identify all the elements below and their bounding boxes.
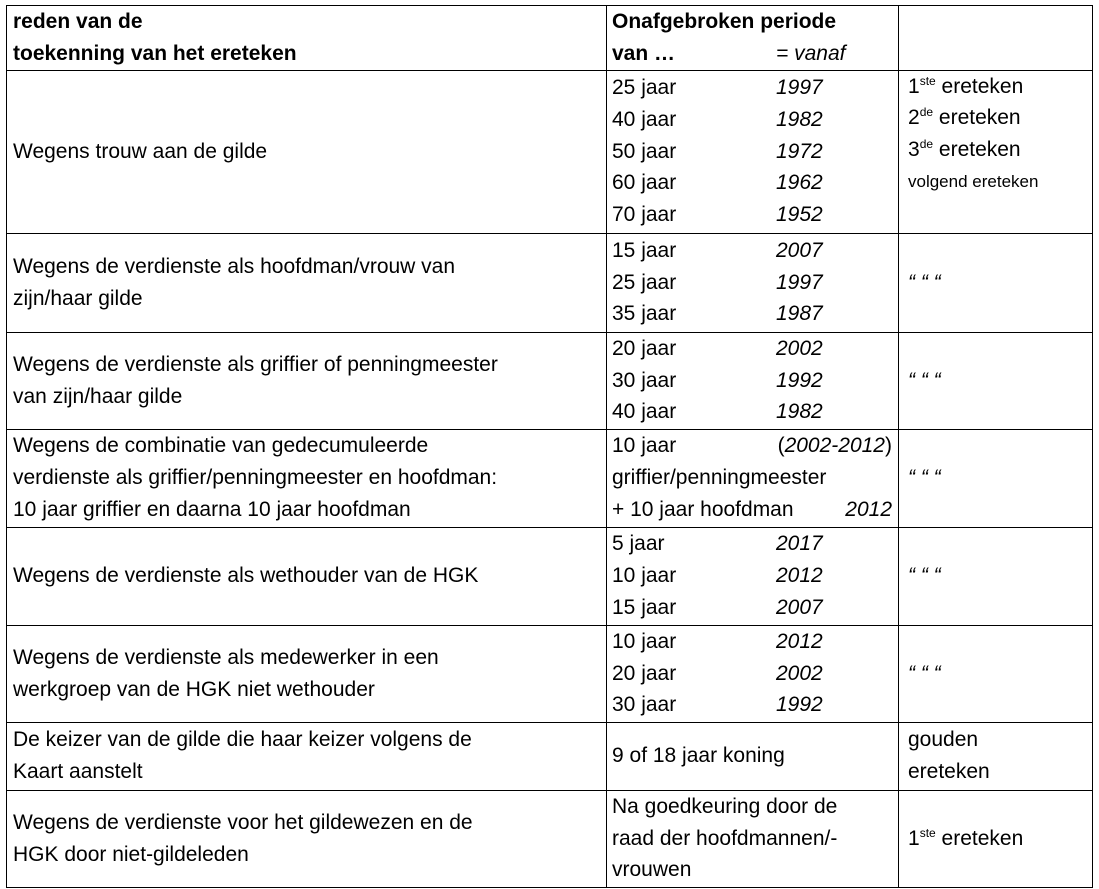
period-year: 1992 [776, 368, 823, 392]
period-duration: 25 jaar [612, 76, 677, 100]
period-duration: 40 jaar [612, 400, 677, 424]
reason-text: HGK door niet-gildeleden [13, 842, 249, 866]
header-reason [7, 6, 607, 71]
period-duration: 70 jaar [612, 203, 677, 227]
period-line [612, 658, 898, 690]
award-next: volgend ereteken [908, 171, 1039, 191]
header-row [7, 6, 1093, 71]
award-text: ereteken [938, 106, 1021, 130]
award-cell [899, 790, 1093, 887]
awards-table [6, 5, 1093, 888]
period-line [612, 365, 898, 397]
award-cell [899, 70, 1093, 233]
award-text: ereteken [941, 74, 1024, 98]
period-line [612, 267, 898, 299]
header-reason-line1: reden van de [13, 10, 143, 33]
period-duration: 50 jaar [612, 139, 677, 163]
table-row [7, 429, 1093, 527]
reason-text: werkgroep van de HGK niet wethouder [13, 677, 375, 701]
period-text: raad der hoofdmannen/- [612, 826, 838, 850]
table-row [7, 625, 1093, 722]
period-year: 2002 [776, 336, 823, 360]
award-number: 3 [908, 138, 920, 162]
period-text: Na goedkeuring door de [612, 794, 838, 818]
reason-cell [7, 70, 607, 233]
ditto-marks: “ “ “ [908, 466, 941, 490]
award-cell [899, 722, 1093, 790]
period-line [612, 689, 898, 721]
period-year: 2002 [776, 661, 823, 685]
period-line [612, 494, 898, 526]
reason-text: Wegens de combinatie van gedecumuleerde [13, 434, 429, 458]
period-line [612, 199, 898, 231]
reason-text: verdienste als griffier/penningmeester en hoofdman: [13, 466, 498, 490]
award-text: gouden [908, 728, 979, 752]
period-duration: 10 jaar [612, 564, 677, 588]
period-duration: 35 jaar [612, 302, 677, 326]
award-cell [899, 332, 1093, 429]
award-line [908, 71, 1092, 103]
header-award [899, 6, 1093, 71]
period-range-open: ( [777, 434, 785, 458]
ditto-marks: “ “ “ [908, 661, 941, 685]
period-cell [607, 429, 899, 527]
period-line [612, 235, 898, 267]
table-row [7, 722, 1093, 790]
award-cell [899, 233, 1093, 332]
period-cell [607, 722, 899, 790]
period-line [612, 104, 898, 136]
reason-text: Kaart aanstelt [13, 760, 143, 784]
period-year: 1992 [776, 693, 823, 717]
award-text: ereteken [938, 138, 1021, 162]
period-range-years: 2002-2012 [784, 434, 885, 458]
award-suffix: ste [919, 73, 936, 88]
period-year: 2012 [845, 497, 892, 521]
table-row [7, 70, 1093, 233]
period-duration: 60 jaar [612, 171, 677, 195]
period-line [612, 592, 898, 624]
period-cell [607, 332, 899, 429]
period-duration: 30 jaar [612, 693, 677, 717]
period-line [612, 167, 898, 199]
award-number: 2 [908, 106, 920, 130]
period-year: 1987 [776, 302, 823, 326]
reason-text: Wegens de verdienste als hoofdman/vrouw van [13, 254, 456, 278]
header-period-line2 [612, 38, 898, 70]
award-cell [899, 429, 1093, 527]
table-row [7, 790, 1093, 887]
period-duration: 15 jaar [612, 595, 677, 619]
period-year: 2012 [776, 564, 823, 588]
period-duration: 15 jaar [612, 238, 677, 262]
header-period-van: van … [612, 41, 676, 65]
period-year: 1982 [776, 107, 823, 131]
award-line [908, 102, 1092, 134]
award-suffix: de [919, 105, 934, 120]
ditto-marks: “ “ “ [908, 270, 941, 294]
reason-cell [7, 429, 607, 527]
header-period-line1: Onafgebroken periode [612, 10, 837, 33]
award-text: ereteken [941, 826, 1024, 850]
period-year: 1972 [776, 139, 823, 163]
reason-text: Wegens de verdienste als wethouder van de HGK [13, 564, 479, 588]
period-line [612, 430, 898, 462]
reason-cell [7, 790, 607, 887]
reason-cell [7, 527, 607, 625]
award-line [908, 823, 1092, 855]
period-year: 2017 [776, 532, 823, 556]
reason-cell [7, 722, 607, 790]
reason-cell [7, 332, 607, 429]
reason-text: Wegens de verdienste als griffier of penningmeester [13, 352, 498, 376]
period-duration: 10 jaar [612, 629, 677, 653]
period-line [612, 528, 898, 560]
period-cell [607, 625, 899, 722]
header-reason-line2: toekenning van het ereteken [13, 41, 297, 65]
reason-text: 10 jaar griffier en daarna 10 jaar hoofdman [13, 497, 411, 521]
reason-text: zijn/haar gilde [13, 286, 143, 310]
award-number: 1 [908, 826, 920, 850]
period-duration: 40 jaar [612, 107, 677, 131]
period-cell [607, 70, 899, 233]
reason-text: van zijn/haar gilde [13, 384, 183, 408]
reason-text: Wegens de verdienste voor het gildewezen en de [13, 810, 473, 834]
period-duration: 5 jaar [612, 532, 665, 556]
period-year: 1997 [776, 76, 823, 100]
period-line [612, 136, 898, 168]
award-suffix: ste [919, 825, 936, 840]
period-text: vrouwen [612, 858, 692, 882]
award-suffix: de [919, 137, 934, 152]
award-line [908, 134, 1092, 166]
period-year: 1982 [776, 400, 823, 424]
reason-text: Wegens trouw aan de gilde [13, 139, 268, 163]
reason-text: De keizer van de gilde die haar keizer volgens de [13, 728, 472, 752]
period-duration: 20 jaar [612, 336, 677, 360]
header-period [607, 6, 899, 71]
ditto-marks: “ “ “ [908, 368, 941, 392]
period-line [612, 396, 898, 428]
period-cell [607, 790, 899, 887]
award-text: ereteken [908, 760, 990, 784]
period-text: 9 of 18 jaar koning [612, 744, 785, 768]
ditto-marks: “ “ “ [908, 564, 941, 588]
award-cell [899, 527, 1093, 625]
period-cell [607, 233, 899, 332]
period-year: 2012 [776, 629, 823, 653]
period-line [612, 298, 898, 330]
period-year: 1952 [776, 203, 823, 227]
period-duration: 20 jaar [612, 661, 677, 685]
period-duration: 10 jaar [612, 434, 677, 458]
period-year: 2007 [776, 238, 823, 262]
period-range-close: ) [885, 434, 892, 458]
period-duration: 25 jaar [612, 270, 677, 294]
period-line [612, 333, 898, 365]
period-year: 1962 [776, 171, 823, 195]
reason-text: Wegens de verdienste als medewerker in een [13, 645, 439, 669]
period-duration: + 10 jaar hoofdman [612, 497, 794, 521]
period-line [612, 560, 898, 592]
period-cell [607, 527, 899, 625]
reason-cell [7, 233, 607, 332]
period-line [612, 626, 898, 658]
table-row [7, 233, 1093, 332]
period-duration: 30 jaar [612, 368, 677, 392]
table-row [7, 332, 1093, 429]
award-number: 1 [908, 74, 920, 98]
header-period-vanaf: = vanaf [776, 41, 846, 65]
period-year: 2007 [776, 595, 823, 619]
period-year: 1997 [776, 270, 823, 294]
table-row [7, 527, 1093, 625]
period-line [612, 72, 898, 104]
reason-cell [7, 625, 607, 722]
award-cell [899, 625, 1093, 722]
period-role: griffier/penningmeester [612, 466, 827, 490]
period-range [778, 430, 892, 462]
